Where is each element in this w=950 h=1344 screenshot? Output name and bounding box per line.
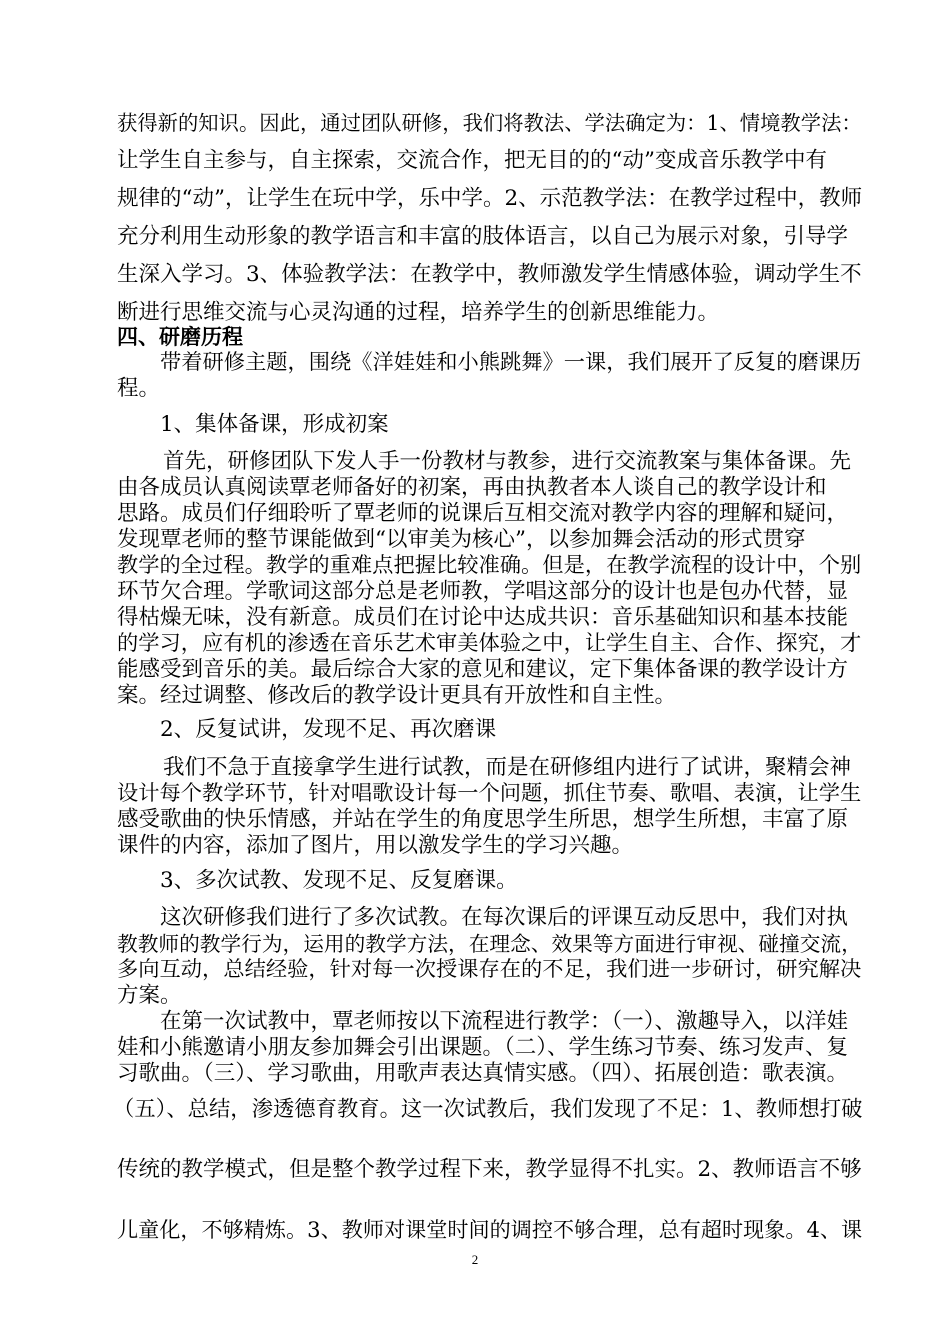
section-heading: 四、研磨历程	[117, 325, 243, 349]
subheading: 1、集体备课，形成初案	[160, 412, 389, 437]
text-line: 环节欠合理。学歌词这部分总是老师教，学唱这部分的设计也是包办代替，显	[117, 579, 849, 604]
text-line: 教教师的教学行为，运用的教学方法，在理念、效果等方面进行审视、碰撞交流，	[117, 932, 862, 956]
text-line: 传统的教学模式，但是整个教学过程下来，教学显得不扎实。2、教师语言不够	[117, 1157, 862, 1182]
text-line: 方案。	[117, 983, 182, 1008]
text-line: （五）、总结，渗透德育教育。这一次试教后，我们发现了不足：1、教师想打破	[113, 1097, 863, 1122]
text-line: 多向互动，总结经验，针对每一次授课存在的不足，我们进一步研讨，研究解决	[117, 957, 862, 982]
text-line: 教学的全过程。教学的重难点把握比较准确。但是，在教学流程的设计中，个别	[117, 553, 862, 578]
subheading: 2、反复试讲，发现不足、再次磨课	[160, 717, 497, 742]
text-line: 儿童化，不够精炼。3、教师对课堂时间的调控不够合理，总有超时现象。4、课	[117, 1217, 863, 1242]
text-line: 思路。成员们仔细聆听了覃老师的说课后互相交流对教学内容的理解和疑问，	[117, 501, 849, 526]
text-line: 得枯燥无味，没有新意。成员们在讨论中达成共识：音乐基础知识和基本技能	[117, 605, 849, 630]
text-line: 课件的内容，添加了图片，用以激发学生的学习兴趣。	[117, 833, 634, 858]
text-line: 带着研修主题，围绕《洋娃娃和小熊跳舞》一课，我们展开了反复的磨课历	[160, 350, 862, 375]
text-line: 由各成员认真阅读覃老师备好的初案，再由执教者本人谈自己的教学设计和	[117, 475, 827, 500]
text-line: 娃和小熊邀请小朋友参加舞会引出课题。（二）、学生练习节奏、练习发声、复	[117, 1035, 849, 1060]
page-number: 2	[471, 1252, 479, 1267]
text-line: 感受歌曲的快乐情感，并站在学生的角度思学生所思，想学生所想，丰富了原	[117, 807, 849, 832]
text-line: 获得新的知识。因此，通过团队研修，我们将教法、学法确定为：1、情境教学法：	[117, 111, 862, 135]
text-line: 发现覃老师的整节课能做到“以审美为核心”，以参加舞会活动的形式贯穿	[117, 527, 806, 552]
text-line: 断进行思维交流与心灵沟通的过程，培养学生的创新思维能力。	[117, 300, 720, 325]
text-line: 程。	[117, 376, 161, 401]
text-line: 能感受到音乐的美。最后综合大家的意见和建议，定下集体备课的教学设计方	[117, 657, 849, 682]
text-line: 我们不急于直接拿学生进行试教，而是在研修组内进行了试讲，聚精会神	[163, 755, 852, 780]
text-line: 生深入学习。3、体验教学法：在教学中，教师激发学生情感体验，调动学生不	[117, 262, 862, 287]
text-line: 在第一次试教中，覃老师按以下流程进行教学：（一）、激趣导入，以洋娃	[160, 1009, 849, 1034]
text-line: 设计每个教学环节，针对唱歌设计每一个问题，抓住节奏、歌唱、表演，让学生	[117, 781, 862, 806]
text-line: 规律的“动”，让学生在玩中学，乐中学。2、示范教学法：在教学过程中，教师	[117, 186, 863, 211]
text-line: 让学生自主参与，自主探索，交流合作，把无目的的“动”变成音乐教学中有	[117, 148, 827, 173]
text-line: 的学习，应有机的渗透在音乐艺术审美体验之中，让学生自主、合作、探究，才	[117, 631, 862, 656]
text-line: 习歌曲。（三）、学习歌曲，用歌声表达真情实感。（四）、拓展创造：歌表演。	[117, 1061, 849, 1086]
text-line: 首先，研修团队下发人手一份教材与教参，进行交流教案与集体备课。先	[163, 449, 852, 474]
text-line: 充分利用生动形象的教学语言和丰富的肢体语言，以自己为展示对象，引导学	[117, 224, 849, 249]
text-line: 这次研修我们进行了多次试教。在每次课后的评课互动反思中，我们对执	[160, 905, 849, 930]
subheading: 3、多次试教、发现不足、反复磨课。	[160, 868, 518, 893]
text-line: 案。经过调整、修改后的教学设计更具有开放性和自主性。	[117, 683, 677, 708]
